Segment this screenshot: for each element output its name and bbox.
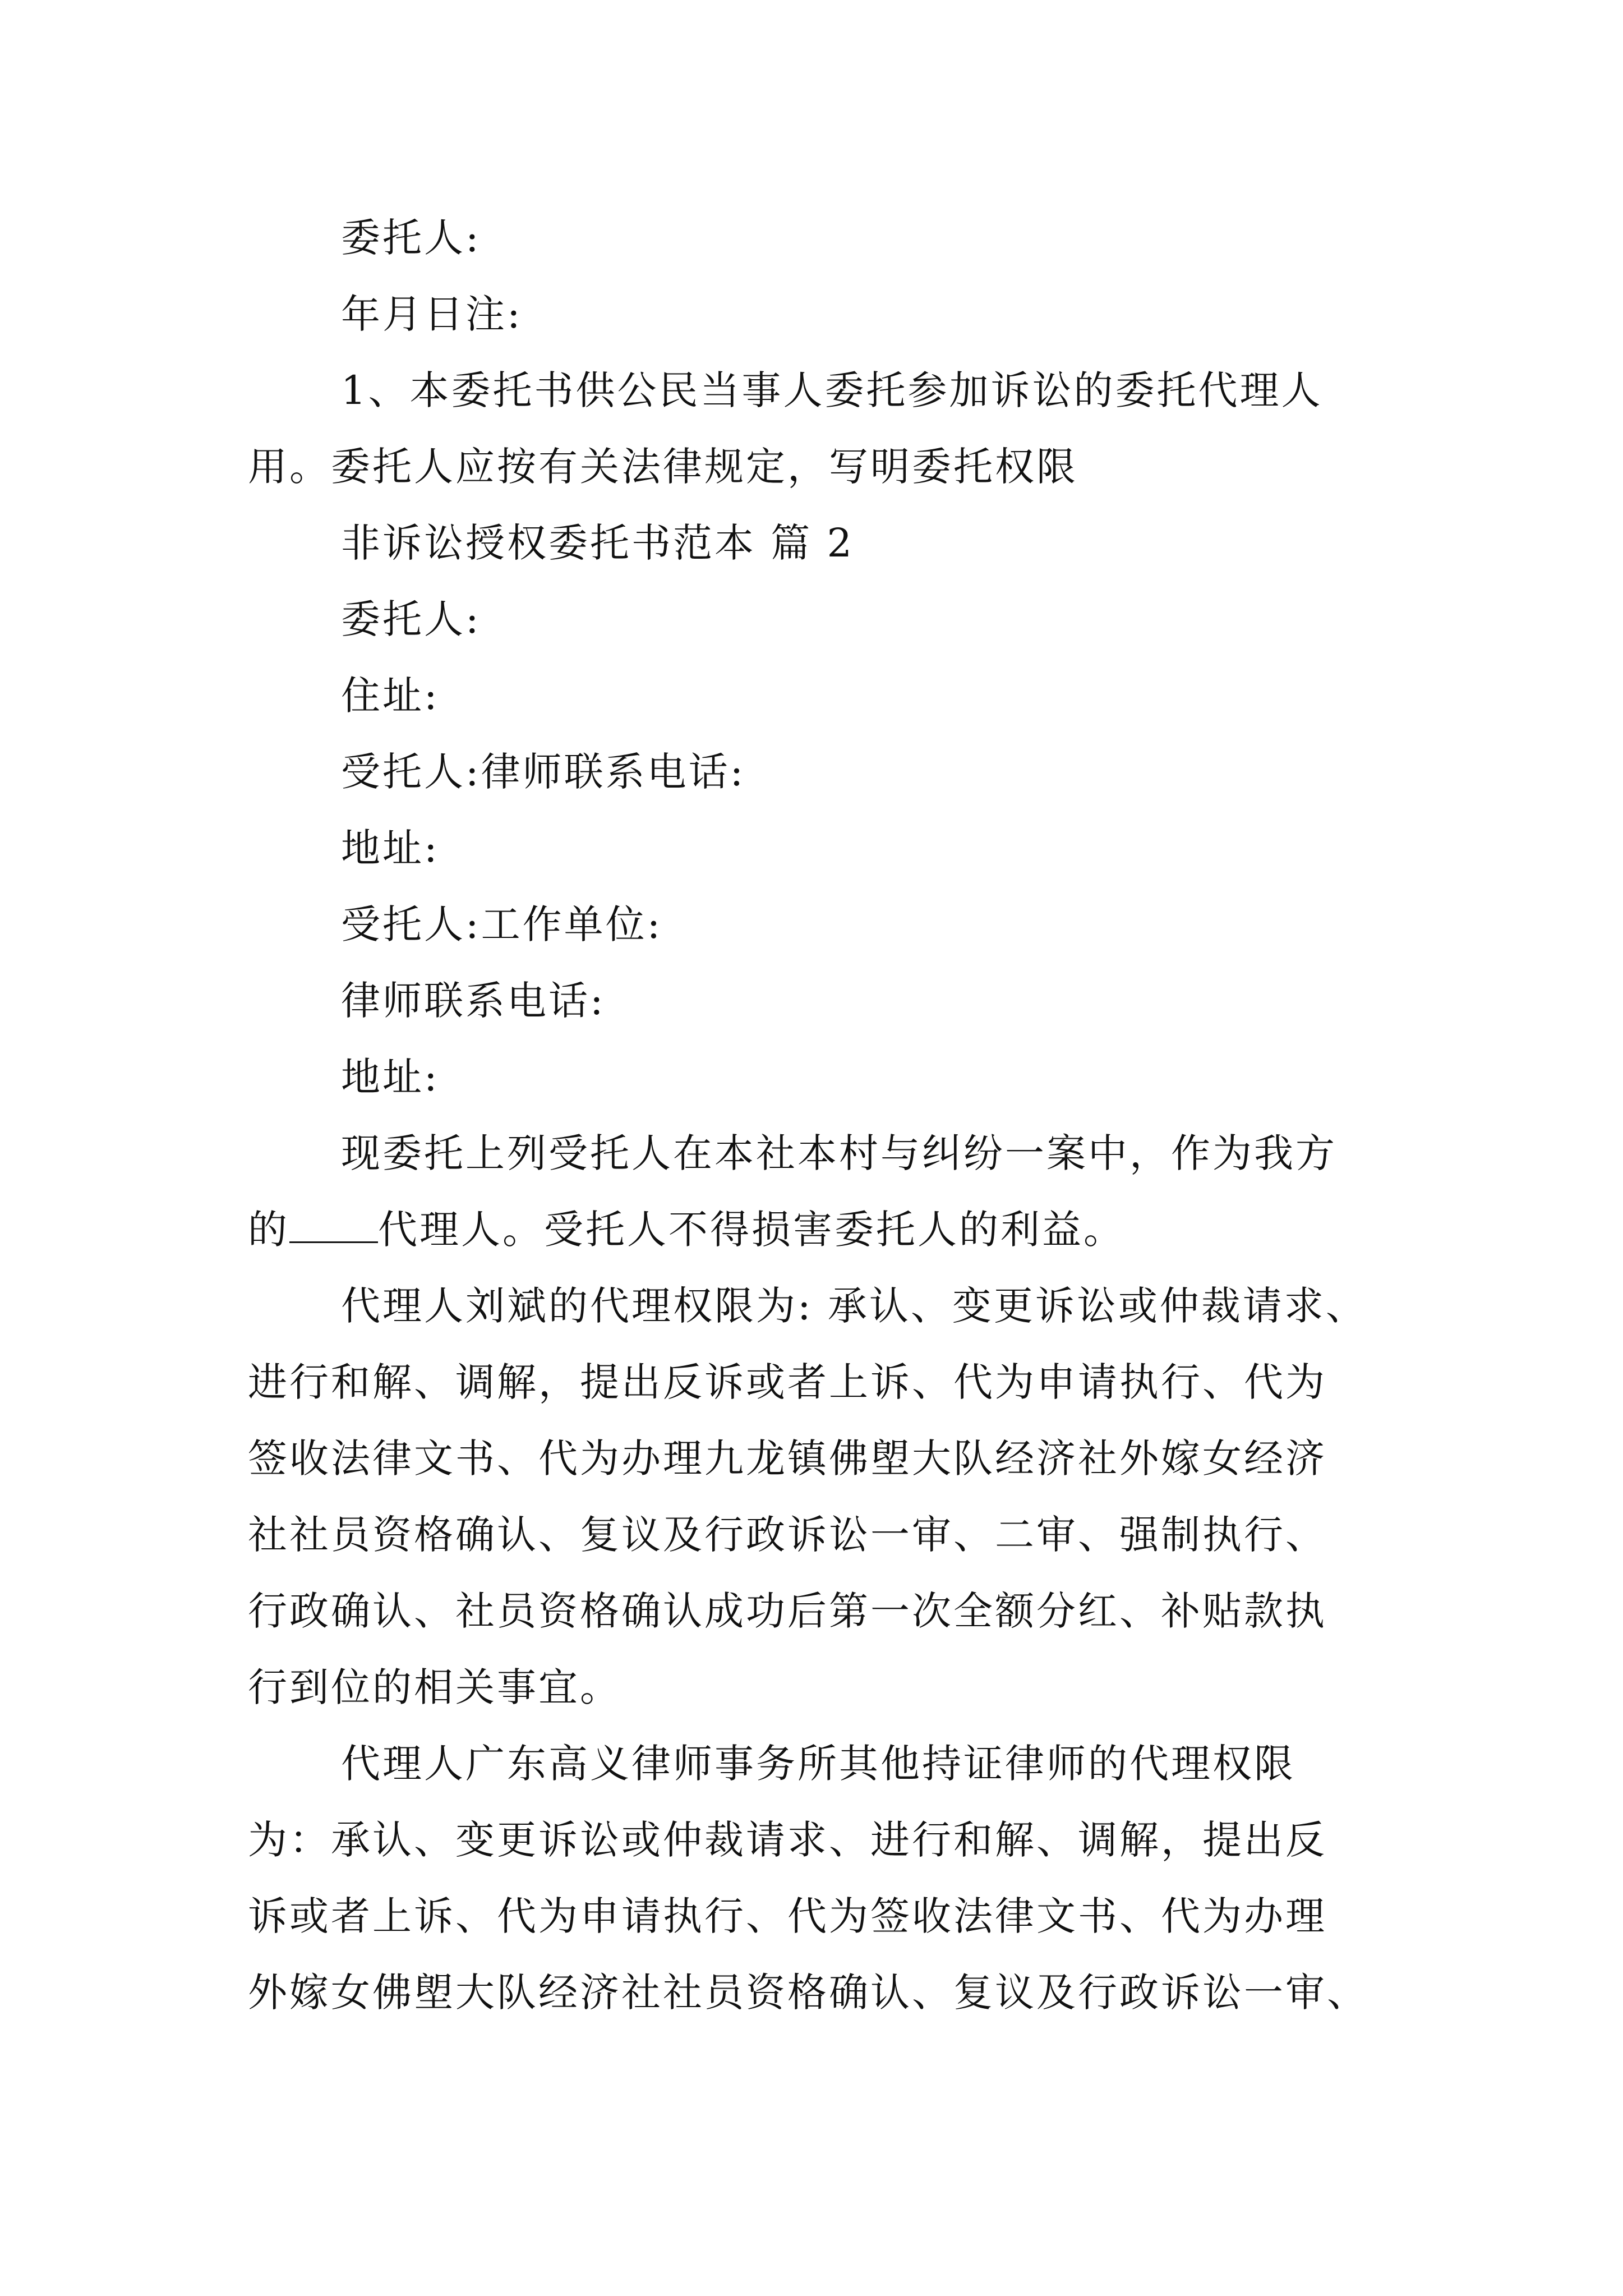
- text-line: 用。委托人应按有关法律规定，写明委托权限: [248, 444, 1078, 490]
- text-line: 代理人刘斌的代理权限为: 承认、变更诉讼或仲裁请求、: [341, 1283, 1367, 1329]
- text-line: 为：承认、变更诉讼或仲裁请求、进行和解、调解，提出反: [248, 1817, 1327, 1863]
- text-line: 签收法律文书、代为办理九龙镇佛塱大队经济社外嫁女经济: [248, 1435, 1327, 1481]
- text-line: 委托人:: [341, 215, 481, 261]
- text-line: 社社员资格确认、复议及行政诉讼一审、二审、强制执行、: [248, 1512, 1327, 1558]
- text-line: 受托人:律师联系电话:: [341, 749, 746, 795]
- text-fragment: 代理人。受托人不得损害委托人的利益。: [378, 1207, 1125, 1253]
- text-line: 外嫁女佛塱大队经济社社员资格确认、复议及行政诉讼一审、: [248, 1970, 1368, 2016]
- text-line: 行到位的相关事宜。: [248, 1664, 621, 1710]
- text-line: 地址:: [341, 1054, 440, 1100]
- document-body: [248, 200, 1392, 2031]
- text-line: 年月日注:: [341, 291, 523, 337]
- text-line: 委托人:: [341, 596, 481, 642]
- text-line: 现委托上列受托人在本社本村与纠纷一案中，作为我方: [341, 1130, 1337, 1176]
- text-line: 诉或者上诉、代为申请执行、代为签收法律文书、代为办理: [248, 1893, 1327, 1939]
- text-line: 代理人广东高义律师事务所其他持证律师的代理权限: [341, 1741, 1295, 1787]
- fill-in-blank: [289, 1208, 378, 1243]
- text-line: 行政确认、社员资格确认成功后第一次全额分红、补贴款执: [248, 1588, 1327, 1634]
- text-line-with-blank: [248, 1191, 1392, 1268]
- text-line: 受托人:工作单位:: [341, 901, 663, 947]
- text-fragment: 的: [248, 1207, 289, 1253]
- text-line: 地址:: [341, 825, 440, 871]
- text-line: 住址:: [341, 673, 440, 719]
- text-line: 律师联系电话:: [341, 978, 606, 1024]
- section-heading: 非诉讼授权委托书范本 篇 2: [341, 520, 855, 566]
- text-line: 进行和解、调解，提出反诉或者上诉、代为申请执行、代为: [248, 1359, 1327, 1405]
- text-line: 1、本委托书供公民当事人委托参加诉讼的委托代理人: [341, 367, 1323, 413]
